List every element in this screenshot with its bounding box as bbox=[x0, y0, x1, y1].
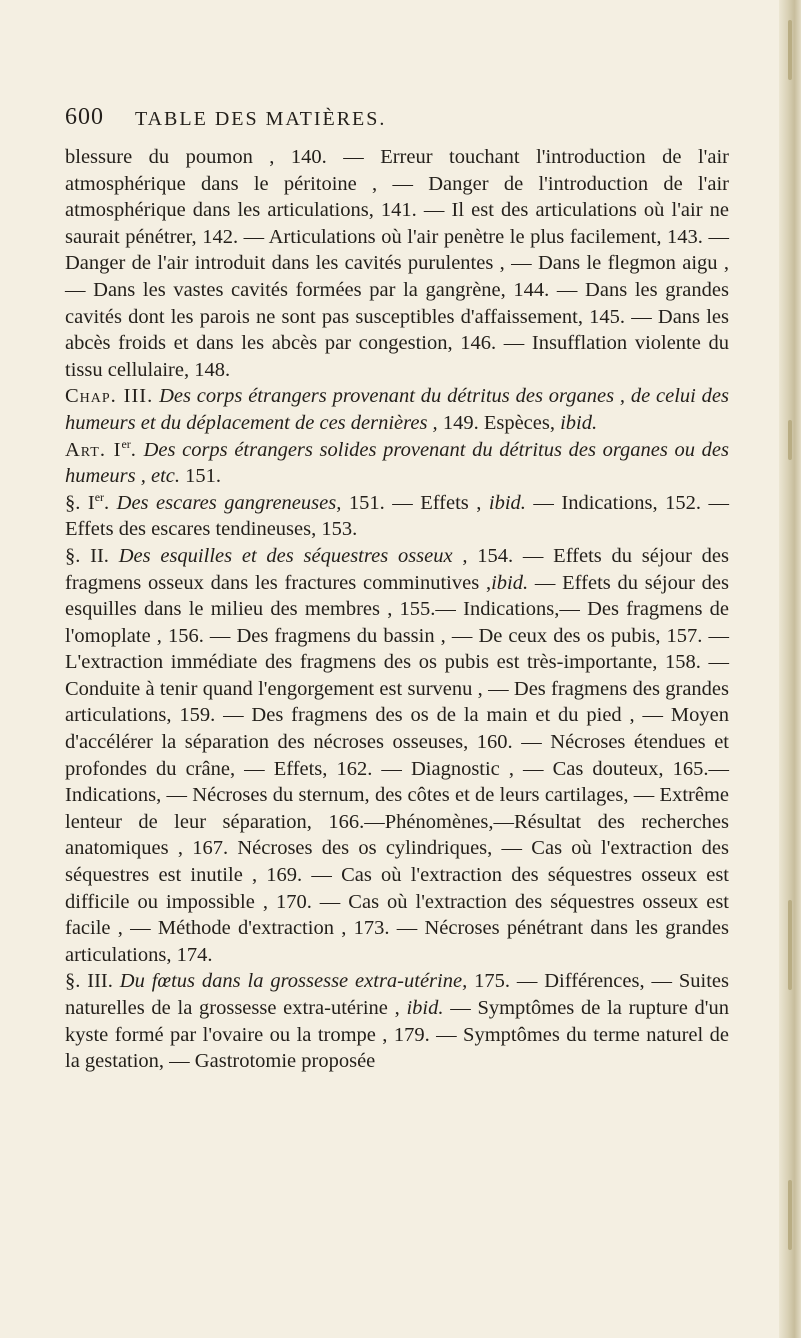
entry-title: Du fœtus dans la grossesse extra-utérine, bbox=[112, 970, 468, 993]
entry-label: §. I bbox=[65, 491, 95, 514]
entry-title: Des esquilles et des séquestres osseux , bbox=[108, 544, 468, 567]
entry-label-sup: er bbox=[121, 436, 131, 451]
entry-label: Chap. III. bbox=[65, 385, 154, 408]
entry-title-ref: ibid. bbox=[399, 997, 444, 1019]
entry-title: Des corps étrangers solides provenant du détritus des organes ou des humeurs , etc. bbox=[65, 438, 730, 488]
running-head: TABLE DES MATIÈRES. bbox=[135, 108, 387, 130]
entry-title-ref: ibid. bbox=[491, 571, 529, 594]
entry-label: §. II. bbox=[65, 544, 109, 567]
index-text bbox=[65, 144, 729, 1075]
index-entry-chapter bbox=[65, 383, 729, 436]
entry-title: Des escares gangreneuses, bbox=[109, 491, 342, 514]
entry-text-cont: — Symptômes de la rupture d'un kyste formé par l'ovaire ou la trompe , 179. — Symptômes du terme naturel de la gestation, — Gastrotomie proposée bbox=[65, 997, 729, 1073]
index-entry-section bbox=[65, 968, 729, 1074]
entry-text: 151. — Effets , bbox=[341, 491, 482, 514]
page-header bbox=[65, 104, 725, 138]
entry-label-end: . bbox=[130, 438, 137, 461]
entry-text-cont: — Effets du séjour des esquilles dans le milieu des membres , 155.— Indications,— Des fragmens de l'omoplate , 156. — Des fragmens du bassin , — De ceux des os pubis, 157. — L'extraction immédiate des fragmens des os pubis est très-importante, 158. — Conduite à tenir quand l'engorgement est survenu , — Des fragmens des grandes articulations, 159. — Des fragmens des os de la main et du pied , — Moyen d'accélérer la séparation des nécroses osseuses, 160. — Nécroses étendues et profondes du crâne, — Effets, 162. — Diagnostic , — Cas douteux, 165.— Indications, — Nécroses du sternum, des côtes et de leurs cartilages, — Extrême lenteur de leur séparation, 166.—Phénomènes,—Résultat des recherches anatomiques , 167. Nécroses des os cylindriques, — Cas où l'extraction des séquestres est inutile , 169. — Cas où l'extraction des séquestres osseux est difficile ou impossible , 170. — Cas où l'extraction des séquestres osseux est facile , — Méthode d'extraction , 173. — Nécroses pénétrant dans les grandes articulations, 174. bbox=[65, 571, 729, 966]
entry-label: Art. I bbox=[65, 438, 122, 461]
entry-title-ref: ibid. bbox=[481, 491, 526, 514]
entry-label-sup: er bbox=[94, 489, 105, 504]
index-entry-article bbox=[65, 437, 729, 490]
entry-label: §. III. bbox=[65, 970, 113, 993]
entry-text: blessure du poumon , 140. — Erreur touchant l'introduction de l'air atmosphérique dans le péritoine , — Danger de l'introduction de l'air atmosphérique dans les articulations, 141. — Il est des articulations où l'air ne saurait pénétrer, 142. — Articulations où l'air penètre le plus facilement, 143. — Danger de l'air introduit dans les cavités purulentes , — Dans le flegmon aigu , — Dans les vastes cavités formées par la gangrène, 144. — Dans les grandes cavités dont les parois ne sont pas susceptibles d'affaissement, 145. — Dans les abcès froids et dans les abcès par congestion, 146. — Insufflation violente du tissu cellulaire, 148. bbox=[65, 146, 729, 381]
entry-title-ref: ibid. bbox=[554, 411, 598, 434]
entry-label-end: . bbox=[104, 491, 110, 514]
index-entry bbox=[65, 144, 729, 383]
entry-text: 151. bbox=[180, 465, 222, 488]
page-number: 600 bbox=[65, 104, 104, 130]
entry-text: 154. — Effets du séjour des fragmens osseux dans les fractures comminutives , bbox=[65, 544, 729, 594]
page-edge bbox=[779, 0, 801, 1338]
entry-text: 175. — Différences, — Suites naturelles de la grossesse extra-utérine , bbox=[65, 970, 729, 1019]
entry-title: Des corps étrangers provenant du détritus des organes , de celui des humeurs et du déplacement de ces dernières , bbox=[65, 385, 730, 434]
index-entry-section bbox=[65, 490, 729, 543]
entry-text: 149. Espèces, bbox=[437, 411, 555, 434]
entry-text-cont: — Indications, 152. — Effets des escares tendineuses, 153. bbox=[65, 491, 729, 541]
index-entry-section bbox=[65, 543, 729, 969]
